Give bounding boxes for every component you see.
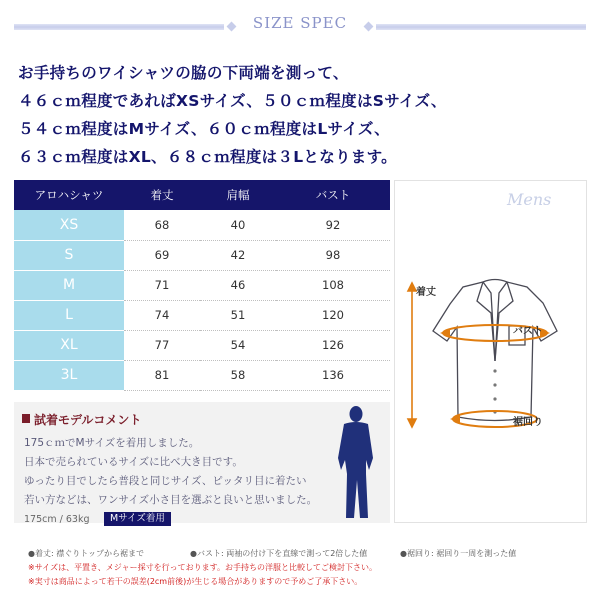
size-label: S <box>14 240 124 270</box>
header-bust: バスト <box>276 180 390 210</box>
table-row <box>14 330 390 360</box>
shoulder-cell: 58 <box>200 360 276 390</box>
comment-line-1: 175ｃｍでMサイズを着用しました。 <box>24 437 200 449</box>
page-title: SIZE SPEC <box>252 14 348 32</box>
table-row <box>14 270 390 300</box>
size-worn-badge: Mサイズ着用 <box>104 512 171 526</box>
size-table <box>14 180 390 391</box>
bust-cell: 98 <box>276 240 390 270</box>
size-label: XL <box>14 330 124 360</box>
shoulder-cell: 46 <box>200 270 276 300</box>
table-header-row <box>14 180 390 210</box>
comment-title: 試着モデルコメント <box>34 413 142 427</box>
intro-line-2: ４６ｃｍ程度であればXSサイズ、５０ｃｍ程度はSサイズ、 <box>18 92 447 110</box>
length-cell: 69 <box>124 240 200 270</box>
bust-cell: 126 <box>276 330 390 360</box>
warning-note-2: ※実寸は商品によって若干の誤差(2cm前後)が生じる場合がありますので予めご了承下さい。 <box>28 577 363 586</box>
size-label: XS <box>14 210 124 240</box>
model-silhouette-icon <box>326 404 382 522</box>
comment-bullet-icon <box>22 414 30 423</box>
intro-line-3: ５４ｃｍ程度はMサイズ、６０ｃｍ程度はLサイズ、 <box>18 120 390 138</box>
legend-bust-note: ●バスト: 両袖の付け下を直線で測って2倍した値 <box>190 549 368 558</box>
length-arrow <box>408 283 416 427</box>
mens-watermark: Mens <box>507 190 552 209</box>
length-cell: 77 <box>124 330 200 360</box>
bust-cell: 108 <box>276 270 390 300</box>
bust-cell: 92 <box>276 210 390 240</box>
legend-hem-note: ●裾回り: 裾回り一周を測った値 <box>400 549 517 558</box>
warning-note-1: ※サイズは、平置き、メジャー採寸を行っております。お手持ちの洋服と比較してご検討下さい。 <box>28 563 377 572</box>
header-diamond-right <box>364 22 374 32</box>
length-cell: 71 <box>124 270 200 300</box>
length-cell: 68 <box>124 210 200 240</box>
comment-line-2: 日本で売られているサイズに比べ大き目です。 <box>24 456 243 468</box>
header-diamond-left <box>227 22 237 32</box>
length-cell: 81 <box>124 360 200 390</box>
table-row <box>14 360 390 390</box>
bust-label: バスト <box>513 326 543 337</box>
shoulder-cell: 51 <box>200 300 276 330</box>
hem-label: 裾回り <box>513 417 543 428</box>
size-label: 3L <box>14 360 124 390</box>
header-shoulder: 肩幅 <box>200 180 276 210</box>
comment-line-3: ゆったり目でしたら普段と同じサイズ、ピッタリ目に着たい <box>24 475 307 487</box>
table-row <box>14 300 390 330</box>
header-line-right <box>376 24 586 30</box>
header-aloha: アロハシャツ <box>14 180 124 210</box>
table-row <box>14 240 390 270</box>
shoulder-cell: 54 <box>200 330 276 360</box>
size-label: M <box>14 270 124 300</box>
header-line-left <box>14 24 224 30</box>
shoulder-cell: 42 <box>200 240 276 270</box>
intro-line-4: ６３ｃｍ程度はXL、６８ｃｍ程度は３Lとなります。 <box>18 148 397 166</box>
model-measurement: 175cm / 63kg <box>24 514 90 525</box>
size-label: L <box>14 300 124 330</box>
shirt-diagram <box>395 181 586 522</box>
bust-cell: 136 <box>276 360 390 390</box>
length-label: 着丈 <box>416 287 436 298</box>
shoulder-cell: 40 <box>200 210 276 240</box>
length-cell: 74 <box>124 300 200 330</box>
header-length: 着丈 <box>124 180 200 210</box>
comment-line-4: 若い方などは、ワンサイズ小さ目を選ぶと良いと思いました。 <box>24 494 318 506</box>
legend-length-note: ●着丈: 襟ぐりトップから裾まで <box>28 549 144 558</box>
intro-line-1: お手持ちのワイシャツの脇の下両端を測って、 <box>18 64 349 82</box>
table-row <box>14 210 390 240</box>
bust-cell: 120 <box>276 300 390 330</box>
